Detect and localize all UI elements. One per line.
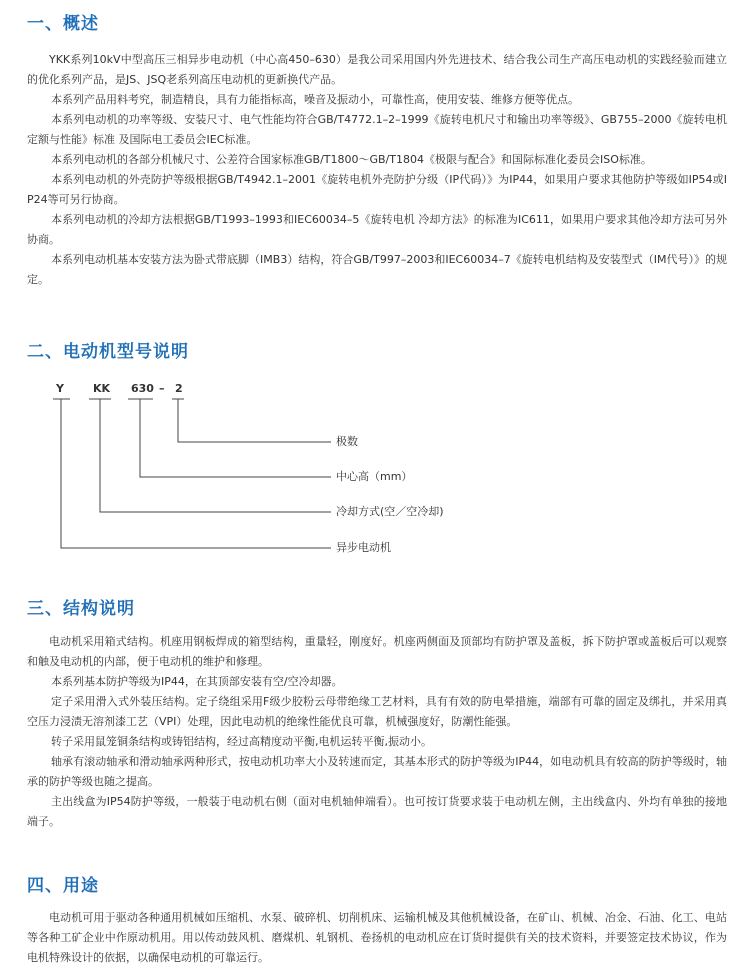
paragraph: 本系列基本防护等级为IP44，在其顶部安装有空/空冷却器。 <box>51 675 343 688</box>
legend-cooling-method: 冷却方式(空／空冷却) <box>336 505 444 518</box>
paragraph: 本系列电动机的冷却方法根据GB/T1993–1993和IEC60034–5《旋转电机 冷却方法》的标准为IC611，如果用户要求其他冷却方法可另外协商。 <box>27 213 727 246</box>
paragraph: 定子采用滑入式外装压结构。定子绕组采用F级少胶粉云母带绝缘工艺材料，具有有效的防电晕措施，端部有可靠的固定及绑扎，并采用真空压力浸渍无溶剂漆工艺（VPI）处理，因此电动机的绝缘性能优良可靠，机械强度好，防潮性能强。 <box>27 695 727 728</box>
paragraph: 本系列电动机的外壳防护等级根据GB/T4942.1–2001《旋转电机外壳防护分级（IP代码）》为IP44，如果用户要求其他防护等级如IP54或IP24等可另行协商。 <box>27 173 727 206</box>
legend-poles: 极数 <box>336 435 358 448</box>
paragraph: 本系列电动机基本安装方法为卧式带底脚（IMB3）结构，符合GB/T997–2003和IEC60034–7《旋转电机结构及安装型式（IM代号）》的规定。 <box>27 253 727 286</box>
section-structure <box>27 599 727 619</box>
section-title: 一、概述 <box>27 14 99 34</box>
model-code-kk: KK <box>93 382 111 395</box>
model-code-y: Y <box>56 382 64 395</box>
paragraph: 轴承有滚动轴承和滑动轴承两种形式，按电动机功率大小及转速而定，其基本形式的防护等级为IP44，如电动机具有较高的防护等级时，轴承的防护等级也随之提高。 <box>27 755 727 788</box>
section-title: 三、结构说明 <box>27 599 135 619</box>
section-model-explanation <box>27 342 727 362</box>
structure-body <box>27 632 727 832</box>
section-applications <box>27 876 727 896</box>
paragraph: 本系列电动机的功率等级、安装尺寸、电气性能均符合GB/T4772.1–2–1999《旋转电机尺寸和输出功率等级》、GB755–2000《旋转电机 定额与性能》标准 及国际电工委员会IEC标准。 <box>27 113 727 146</box>
paragraph: 转子采用鼠笼铜条结构或铸铝结构，经过高精度动平衡,电机运转平衡,振动小。 <box>51 735 432 748</box>
paragraph: 电动机采用箱式结构。机座用钢板焊成的箱型结构，重量轻，刚度好。机座两侧面及顶部均有防护罩及盖板，拆下防护罩或盖板后可以观察和触及电动机的内部，便于电动机的维护和修理。 <box>27 635 727 668</box>
section-title: 四、用途 <box>27 876 99 896</box>
model-code-630: 630 <box>131 382 154 395</box>
paragraph: 本系列产品用料考究，制造精良，具有力能指标高，噪音及振动小，可靠性高，使用安装、维修方便等优点。 <box>51 93 579 106</box>
section-title: 二、电动机型号说明 <box>27 342 189 362</box>
model-code-poles: 2 <box>175 382 183 395</box>
legend-center-height: 中心高（mm） <box>336 470 413 483</box>
model-code-dash: – <box>159 382 165 395</box>
paragraph: YKK系列10kV中型高压三相异步电动机（中心高450–630）是我公司采用国内外先进技术、结合我公司生产高压电动机的实践经验而建立的优化系列产品，是JS、JSQ老系列高压电动机的更新换代产品。 <box>27 53 727 86</box>
section-overview <box>27 14 727 34</box>
paragraph: 本系列电动机的各部分机械尺寸、公差符合国家标准GB/T1800～GB/T1804《极限与配合》和国际标准化委员会ISO标准。 <box>51 153 652 166</box>
paragraph: 主出线盒为IP54防护等级，一般装于电动机右侧（面对电机轴伸端看）。也可按订货要求装于电动机左侧，主出线盒内、外均有单独的接地端子。 <box>27 795 727 828</box>
overview-body <box>27 50 727 290</box>
paragraph: 电动机可用于驱动各种通用机械如压缩机、水泵、破碎机、切削机床、运输机械及其他机械设备，在矿山、机械、冶金、石油、化工、电站等各种工矿企业中作原动机用。用以传动鼓风机、磨煤机、轧钢机、卷扬机的电动机应在订货时提供有关的技术资料，并要签定技术协议，作为电机特殊设计的依据，以确保电动机的可靠运行。 <box>27 911 727 964</box>
applications-body <box>27 908 727 968</box>
legend-async-motor: 异步电动机 <box>336 541 391 554</box>
